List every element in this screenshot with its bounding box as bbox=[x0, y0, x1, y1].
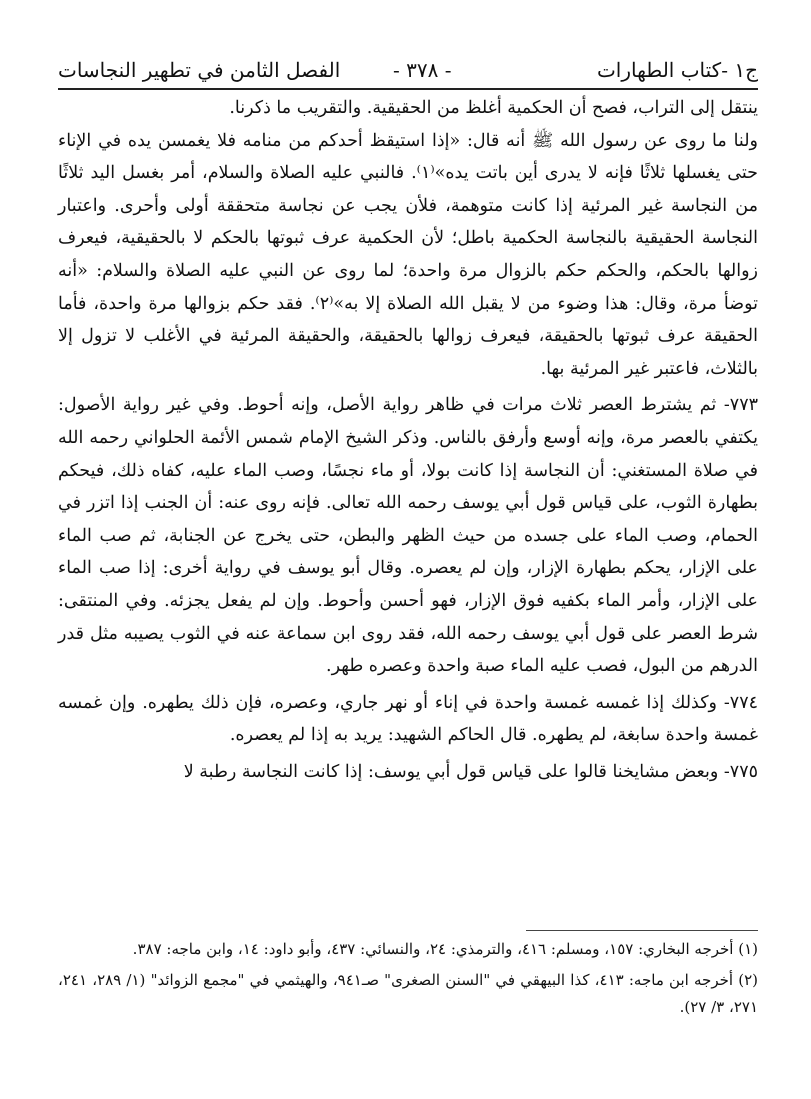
paragraph-773: ٧٧٣- ثم يشترط العصر ثلاث مرات في ظاهر رواية الأصل، وإنه أحوط. وفي غير رواية الأصول: يكتفي بالعصر مرة، وإنه أوسع وأرفق بالناس. وذكر الشيخ الإمام شمس الأئمة الحلواني رحمه الله في صلاة المستغني: أن النجاسة إذا كانت بولا، أو ماء نجسًا، وصب الماء عليه، كفاه ذلك، فيحكم بطهارة الثوب، على قياس قول أبي يوسف رحمه الله تعالى. فإنه روى عنه: أن الجنب إذا اتزر في الحمام، وصب الماء على جسده من حيث الظهر والبطن، حتى يخرج عن الجنابة، ثم صب الماء على الإزار، يحكم بطهارة الإزار، وإن لم يعصره. وقال أبو يوسف في رواية أخرى: إذا صب الماء على الإزار، وأمر الماء بكفيه فوق الإزار، فهو أحسن وأحوط. وإن لم يفعل يجزئه. وفي المنتقى: شرط العصر على قول أبي يوسف رحمه الله، فقد روى ابن سماعة عنه في الثوب يصيبه مثل قدر الدرهم من البول، فصب عليه الماء صبة واحدة وعصره طهر. bbox=[58, 395, 758, 677]
paragraph-775: ٧٧٥- وبعض مشايخنا قالوا على قياس قول أبي يوسف: إذا كانت النجاسة رطبة لا bbox=[183, 761, 758, 782]
paragraph: ينتقل إلى التراب، فصح أن الحكمية أغلظ من الحقيقية. والتقريب ما ذكرنا. bbox=[229, 98, 758, 118]
paragraph-774: ٧٧٤- وكذلك إذا غمسه غمسة واحدة في إناء أو نهر جاري، وعصره، فإن ذلك يطهره. وإن غمسه غمسة واحدة سابغة، لم يطهره. قال الحاكم الشهيد: يريد به إذا لم يعصره. bbox=[58, 692, 758, 746]
footnote-2: (٢) أخرجه ابن ماجه: ٤١٣، كذا البيهقي في "السنن الصغرى" صـ٩٤١، والهيثمي في "مجمع الزوائد" (١/ ٢٨٩، ٢٤١، ٢٧١، ٣/ ٢٧). bbox=[58, 971, 759, 1016]
paragraph: ولنا ما روى عن رسول الله ﷺ أنه قال: «إذا استيقظ أحدكم من منامه فلا يغمسن يده في الإناء حتى يغسلها ثلاثًا فإنه لا يدرى أين باتت يده»⁽١⁾. فالنبي عليه الصلاة والسلام، أمر بغسل اليد ثلاثًا من النجاسة غير المرئية إذا كانت متوهمة، فلأن يجب عن نجاسة متحققة أولى وأحرى. واعتبار النجاسة الحقيقية بالنجاسة الحكمية باطل؛ لأن الحكمية عرف ثبوتها بالحكم لا بالحقيقية، فيعرف زوالها بالحكم، والحكم حكم بالزوال مرة واحدة؛ لما روى عن النبي عليه الصلاة والسلام: «أنه توضأ مرة، وقال: هذا وضوء من لا يقبل الله الصلاة إلا به»⁽٢⁾. فقد حكم بزوالها مرة واحدة، فأما الحقيقة عرف ثبوتها بالحقيقة، فيعرف زوالها بالحقيقة، والحقيقة المرئية في الأغلب لا تزول إلا بالثلاث، فاعتبر غير المرئية بها. bbox=[58, 130, 759, 379]
header-volume-chapter: ج١ -كتاب الطهارات bbox=[596, 58, 758, 82]
page-number: - ٣٧٨ - bbox=[393, 58, 452, 82]
footnote-separator bbox=[526, 930, 758, 931]
running-header bbox=[58, 54, 758, 88]
footnote-1: (١) أخرجه البخاري: ١٥٧، ومسلم: ٤١٦، والترمذي: ٢٤، والنسائي: ٤٣٧، وأبو داود: ١٤، وابن ماجه: ٣٨٧. bbox=[132, 940, 758, 958]
main-text bbox=[58, 92, 758, 788]
header-section-title: الفصل الثامن في تطهير النجاسات bbox=[58, 58, 341, 82]
header-rule bbox=[58, 88, 758, 90]
footnotes bbox=[58, 936, 758, 1025]
